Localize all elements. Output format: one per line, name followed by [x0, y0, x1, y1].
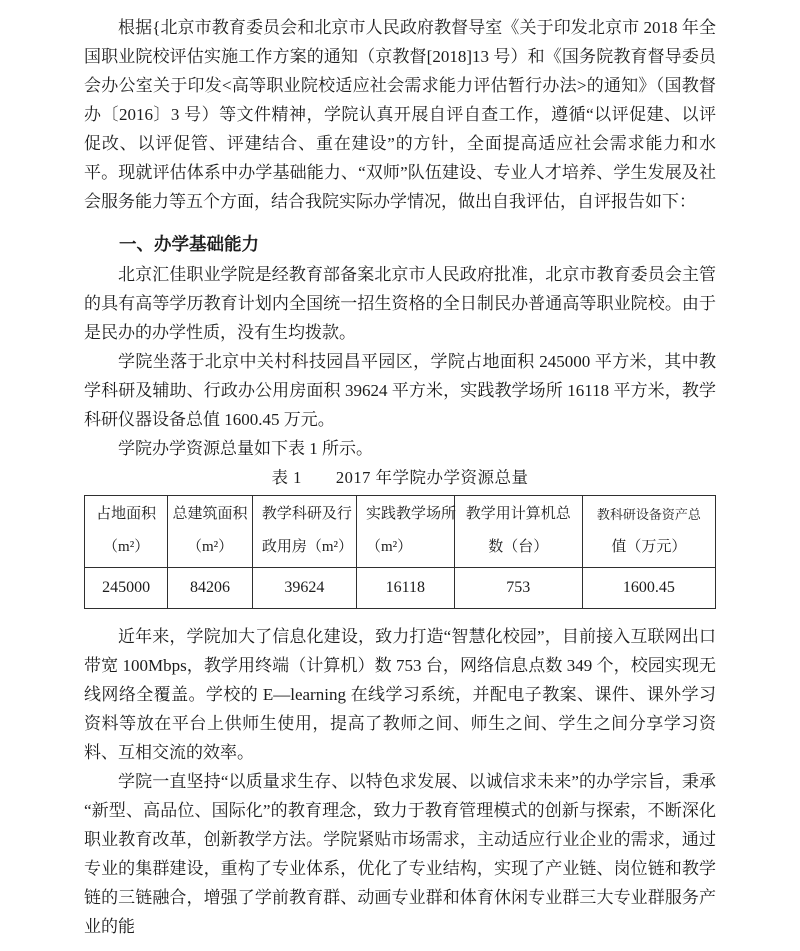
cell-computer-count: 753 — [454, 568, 582, 609]
header-building-area: 总建筑面积 （m²） — [168, 496, 253, 568]
paragraph-philosophy: 学院一直坚持“以质量求生存、以特色求发展、以诚信求未来”的办学宗旨，秉承“新型、高品位、国际化”的教育理念，致力于教育管理模式的创新与探索，不断深化职业教育改革，创新教学方法。学院紧贴市场需求，主动适应行业企业的需求，通过专业的集群建设，重构了专业体系，优化了专业结构，实现了产业链、岗位链和教学链的三链融合，增强了学前教育群、动画专业群和体育休闲专业群三大专业群服务产业的能 — [84, 772, 716, 936]
cell-building-area: 84206 — [168, 568, 253, 609]
header-computer-count: 教学用计算机总 数（台） — [454, 496, 582, 568]
header-land-area: 占地面积 （m²） — [85, 496, 168, 568]
paragraph-campus-area: 学院坐落于北京中关村科技园昌平园区，学院占地面积 245000 平方米，其中教学科研及辅助、行政办公用房面积 39624 平方米，实践教学场所 16118 平方米，教学科研仪器设备总值 1600.45 万元。 — [84, 352, 716, 429]
cell-practice-area: 16118 — [356, 568, 454, 609]
header-teaching-admin-area: 教学科研及行 政用房（m²） — [252, 496, 356, 568]
paragraph-intro: 根据{北京市教育委员会和北京市人民政府教督导室《关于印发北京市 2018 年全国职业院校评估实施工作方案的通知（京教督[2018]13 号）和《国务院教育督导委员会办公室关于印发<高等职业院校适应社会需求能力评估暂行办法>的通知》（国教督办〔2016〕3 号）等文件精神，学院认真开展自评自查工作，遵循“以评促建、以评促改、以评促管、评建结合、重在建设”的方针，全面提高适应社会需求能力和水平。现就评估体系中办学基础能力、“双师”队伍建设、专业人才培养、学生发展及社会服务能力等五个方面，结合我院实际办学情况，做出自我评估，自评报告如下： — [84, 18, 716, 211]
paragraph-informatization: 近年来，学院加大了信息化建设，致力打造“智慧化校园”，目前接入互联网出口带宽 100Mbps，教学用终端（计算机）数 753 台，网络信息点数 349 个，校园实现无线网络全覆盖。学校的 E—learning 在线学习系统，并配电子教案、课件、课外学习资料等放在平台上供师生使用，提高了教师之间、师生之间、学生之间分享学习资料、互相交流的效率。 — [84, 627, 716, 762]
cell-equipment-value: 1600.45 — [582, 568, 715, 609]
resources-table — [84, 495, 716, 609]
table-caption: 表 1 2017 年学院办学资源总量 — [271, 468, 529, 487]
paragraph-table-lead-in: 学院办学资源总量如下表 1 所示。 — [118, 439, 373, 458]
table-data-row — [85, 568, 716, 609]
header-practice-area: 实践教学场所 （m²） — [356, 496, 454, 568]
paragraph-college-overview: 北京汇佳职业学院是经教育部备案北京市人民政府批准，北京市教育委员会主管的具有高等学历教育计划内全国统一招生资格的全日制民办普通高等职业院校。由于是民办的办学性质，没有生均拨款。 — [84, 265, 716, 342]
cell-land-area: 245000 — [85, 568, 168, 609]
header-equipment-value: 教科研设备资产总 值（万元） — [582, 496, 715, 568]
section-heading-1: 一、办学基础能力 — [119, 234, 259, 254]
cell-teaching-admin-area: 39624 — [252, 568, 356, 609]
table-header-row — [85, 496, 716, 568]
